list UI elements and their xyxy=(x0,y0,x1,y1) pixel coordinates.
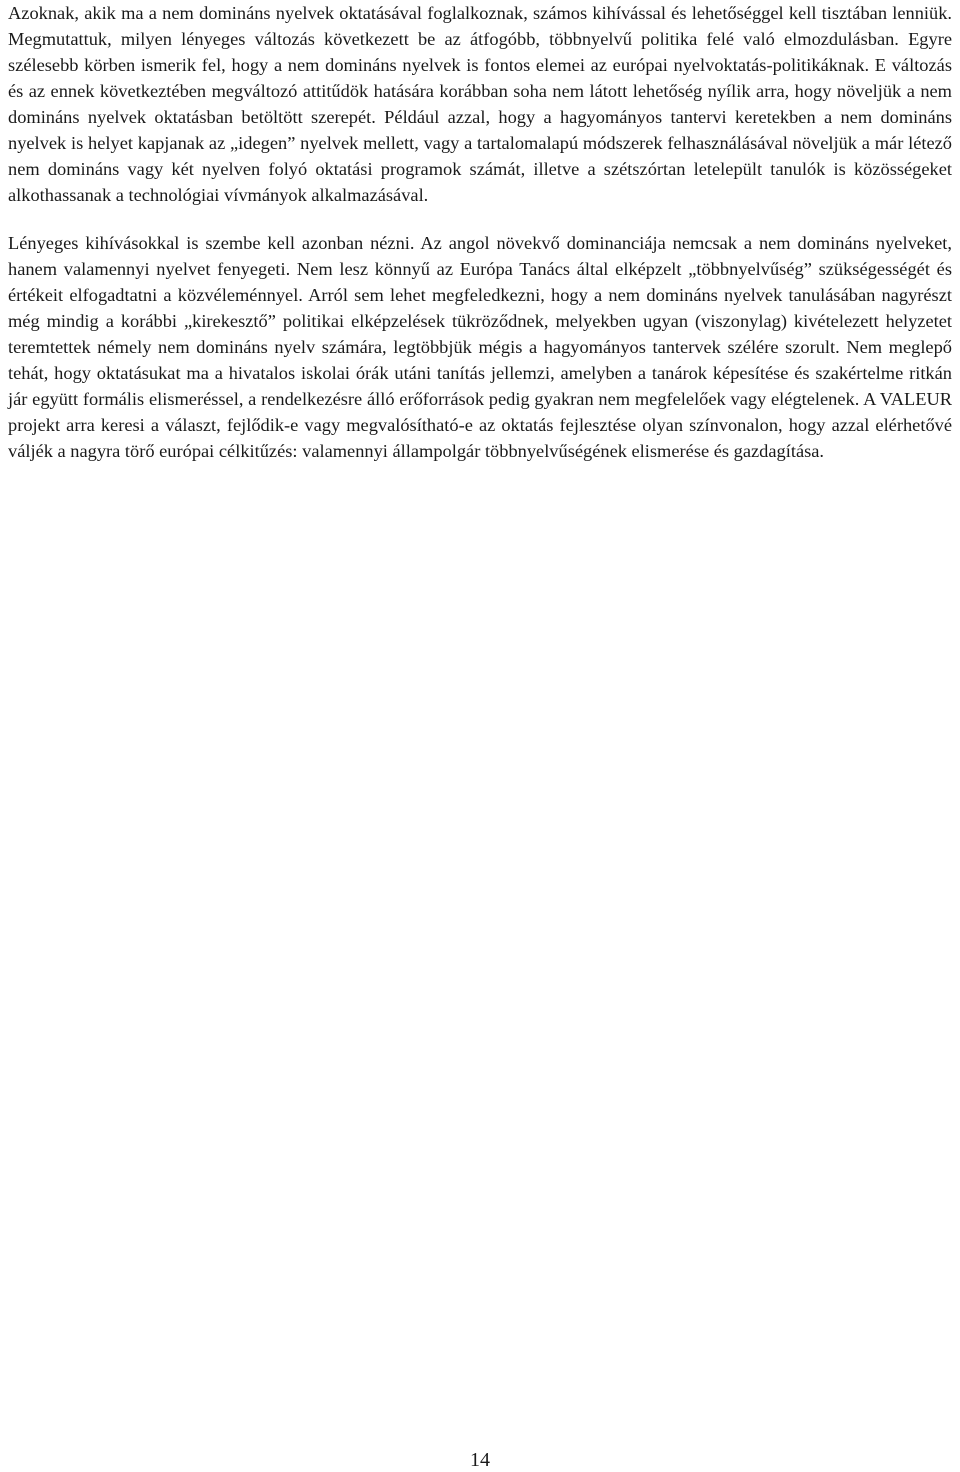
body-paragraph-2: Lényeges kihívásokkal is szembe kell azonban nézni. Az angol növekvő dominanciája nemcsak a nem domináns nyelveket, hanem valamennyi nyelvet fenyegeti. Nem lesz könnyű az Európa Tanács által elképzelt „többnyelvűség” szükségességét és értékeit elfogadtatni a közvéleménnyel. Arról sem lehet megfeledkezni, hogy a nem domináns nyelvek tanulásában nagyrészt még mindig a korábbi „kirekesztő” politikai elképzelések tükröződnek, melyekben ugyan (viszonylag) kivételezett helyzetet teremtettek némely nem domináns nyelv számára, legtöbbjük mégis a hagyományos tantervek szélére szorult. Nem meglepő tehát, hogy oktatásukat ma a hivatalos iskolai órák utáni tanítás jellemzi, amelyben a tanárok képesítése és szakértelme ritkán jár együtt formális elismeréssel, a rendelkezésre álló erőforrások pedig gyakran nem megfelelőek vagy elégtelenek. A VALEUR projekt arra keresi a választ, fejlődik-e vagy megvalósítható-e az oktatás fejlesztése olyan színvonalon, hogy azzal elérhetővé váljék a nagyra törő európai célkitűzés: valamennyi állampolgár többnyelvűségének elismerése és gazdagítása. xyxy=(8,233,952,461)
page-number: 14 xyxy=(470,1449,490,1471)
body-paragraph-1: Azoknak, akik ma a nem domináns nyelvek oktatásával foglalkoznak, számos kihívással és lehetőséggel kell tisztában lenniük. Megmutattuk, milyen lényeges változás következett be az átfogóbb, többnyelvű politika felé való elmozdulásban. Egyre szélesebb körben ismerik fel, hogy a nem domináns nyelvek is fontos elemei az európai nyelvoktatás-politikáknak. E változás és az ennek következtében megváltozó attitűdök hatására korábban soha nem látott lehetőség nyílik arra, hogy növeljük a nem domináns nyelvek oktatásban betöltött szerepét. Például azzal, hogy a hagyományos tantervi keretekben a nem domináns nyelvek is helyet kapjanak az „idegen” nyelvek mellett, vagy a tartalomalapú módszerek felhasználásával növeljük a már létező nem domináns vagy két nyelven folyó oktatási programok számát, illetve a szétszórtan letelepült tanulók is közösségeket alkothassanak a technológiai vívmányok alkalmazásával. xyxy=(8,3,952,205)
document-page xyxy=(8,0,952,464)
